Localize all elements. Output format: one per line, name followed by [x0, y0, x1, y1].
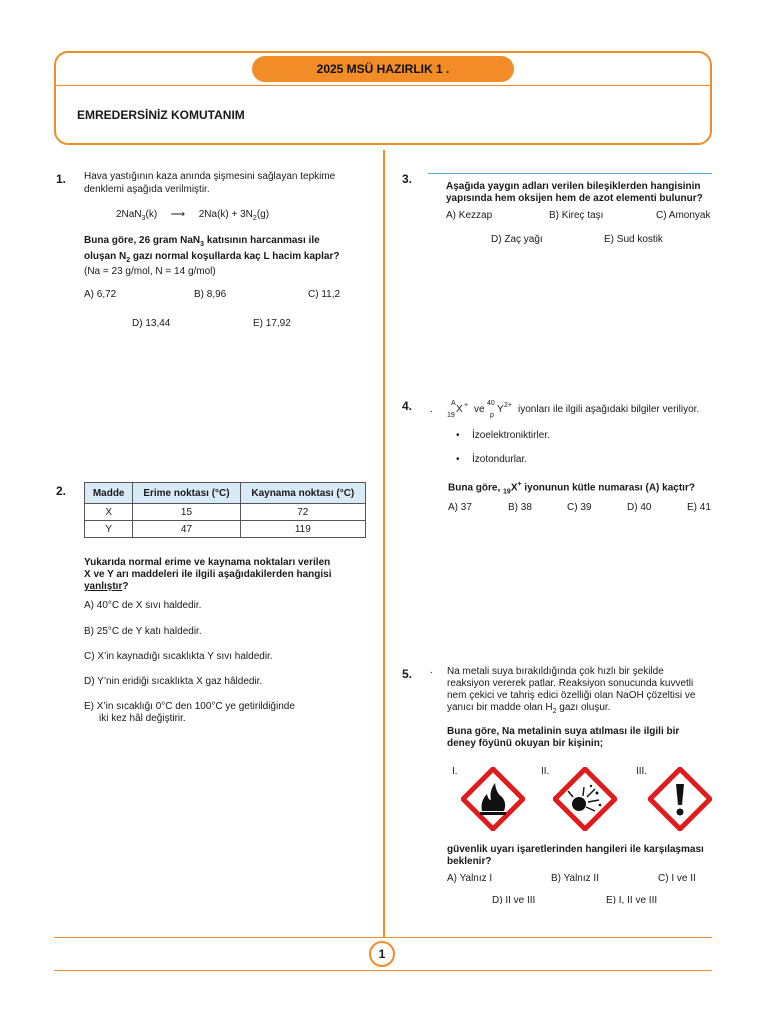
question-1-equation: 2NaN$_3$(k) ⟶ $2Na(k) + 3N_2(g)$ — [116, 209, 270, 222]
ion-x-symbol: X — [456, 404, 463, 415]
table-header-row — [85, 483, 366, 504]
question-1-intro-line1: Hava yastığının kaza anında şişmesini sağlayan tepkime — [84, 171, 336, 182]
question-2-number: 2. — [56, 484, 67, 498]
question-4-dot: . — [430, 404, 433, 415]
footer-rule-bottom — [54, 970, 712, 971]
question-5-option-e[interactable]: E) I, II ve III — [606, 896, 658, 904]
question-1-intro-line2: denklemi aşağıda verilmiştir. — [84, 184, 210, 195]
column-divider — [383, 150, 385, 938]
question-4-option-b[interactable]: B) 38 — [508, 502, 532, 513]
question-2-option-d[interactable]: D) Y’nin eridiği sıcaklıkta X gaz hâldedir. — [84, 676, 263, 687]
question-3-stem-line1: Aşağıda yaygın adları verilen bileşiklerden hangisinin — [446, 181, 701, 192]
question-1-number: 1. — [56, 172, 67, 186]
question-5-intro-line4: yanıcı bir madde olan $H_2$ gazı oluşur. — [447, 702, 611, 715]
table-cell: X — [85, 504, 133, 521]
question-5-dot: . — [430, 665, 433, 676]
sign-label-i: I. — [452, 766, 458, 777]
bullet-icon: • — [456, 454, 460, 465]
question-5-options-row2-clip — [420, 896, 720, 904]
warning-hazard-icon — [648, 767, 712, 831]
question-1-option-a[interactable]: A) 6,72 — [84, 289, 117, 300]
question-1-option-e[interactable]: E) 17,92 — [253, 318, 291, 329]
table-header-cell: Madde — [85, 483, 133, 504]
equation-products: 2Na(k) + 3N — [198, 209, 253, 220]
exam-subtitle: EMREDERSİNİZ KOMUTANIM — [77, 108, 245, 122]
question-3-stem-line2: yapısında hem oksijen hem de azot elementi bulunur? — [446, 193, 703, 204]
bullet-icon: • — [456, 430, 460, 441]
question-5-option-d[interactable]: D) II ve III — [492, 896, 536, 904]
question-1-stem-line2: oluşan $N_2$ gazı normal koşullarda kaç L hacim kaplar? — [84, 251, 340, 264]
question-5-option-c[interactable]: C) I ve II — [658, 873, 696, 884]
question-5-option-a[interactable]: A) Yalnız I — [447, 873, 493, 884]
question-3-rule — [428, 173, 712, 174]
flammable-hazard-icon — [461, 767, 525, 831]
question-2-option-a[interactable]: A) 40°C de X sıvı haldedir. — [84, 600, 202, 611]
equation-reactant: 2NaN — [116, 209, 142, 220]
question-3-number: 3. — [402, 172, 413, 186]
question-4-option-c[interactable]: C) 39 — [567, 502, 592, 513]
question-5-intro-line2: reaksiyon vererek patlar. Reaksiyon sonucunda kuvvetli — [447, 678, 694, 689]
question-5-option-b[interactable]: B) Yalnız II — [551, 873, 599, 884]
melting-boiling-table — [84, 482, 366, 538]
question-3-option-b[interactable]: B) Kireç taşı — [549, 210, 604, 221]
question-2-stem-line1: Yukarıda normal erime ve kaynama noktaları verilen — [84, 557, 331, 568]
question-5-intro-line1: Na metali suya bırakıldığında çok hızlı bir şekilde — [447, 666, 664, 677]
question-1-option-d[interactable]: D) 13,44 — [132, 318, 171, 329]
question-3-option-c[interactable]: C) Amonyak — [656, 210, 711, 221]
question-5-intro-line3: nem çekici ve tahriş edici özelliği olan NaOH çözeltisi ve — [447, 690, 696, 701]
table-cell: 15 — [133, 504, 240, 521]
question-5-stem-line4: beklenir? — [447, 856, 492, 867]
question-4-option-a[interactable]: A) 37 — [448, 502, 472, 513]
question-5-number: 5. — [402, 667, 413, 681]
question-5-stem-line1: Buna göre, Na metalinin suya atılması ile ilgili bir — [447, 726, 680, 737]
question-4-fact-1: İzoelektroniktirler. — [472, 430, 550, 441]
question-4-fact-2: İzotondurlar. — [472, 454, 528, 465]
sign-label-ii: II. — [541, 766, 550, 777]
question-1-option-c[interactable]: C) 11,2 — [308, 289, 341, 300]
question-4-option-d[interactable]: D) 40 — [627, 502, 652, 513]
table-row — [85, 504, 366, 521]
question-2-option-c[interactable]: C) X’in kaynadığı sıcaklıkta Y sıvı haldedir. — [84, 651, 273, 662]
question-4-intro: A 19 X + ve 40 p Y 2+ iyonları ile ilgili aşağıdaki bilgiler veriliyor. — [447, 400, 700, 419]
question-1-given: (Na = 23 g/mol, N = 14 g/mol) — [84, 266, 216, 277]
question-5-stem-line3: güvenlik uyarı işaretlerinden hangileri ile karşılaşması — [447, 844, 704, 855]
table-cell: 72 — [240, 504, 365, 521]
question-1-option-b[interactable]: B) 8,96 — [194, 289, 227, 300]
table-row — [85, 521, 366, 538]
ion-y-symbol: Y — [497, 404, 504, 415]
question-4-number: 4. — [402, 399, 413, 413]
question-3-option-d[interactable]: D) Zaç yağı — [491, 234, 543, 245]
question-5-stem-line2: deney föyünü okuyan bir kişinin; — [447, 738, 604, 749]
table-cell: 47 — [133, 521, 240, 538]
question-2-option-e[interactable]: E) X’in sıcaklığı 0°C den 100°C ye getirildiğinde — [84, 701, 295, 712]
question-3-option-e[interactable]: E) Sud kostik — [604, 234, 663, 245]
header-divider — [56, 85, 712, 86]
question-4-option-e[interactable]: E) 41 — [687, 502, 711, 513]
table-header-cell: Erime noktası (°C) — [133, 483, 240, 504]
question-1-stem-line1: Buna göre, 26 gram NaN$_3$ katısının harcanması ile — [84, 235, 320, 248]
footer-rule-top — [54, 937, 712, 938]
question-2-stem-line2: X ve Y arı maddeleri ile ilgili aşağıdakilerden hangisi — [84, 569, 332, 580]
explosive-hazard-icon — [553, 767, 617, 831]
question-4-stem: Buna göre, $_{19}$X+ iyonunun kütle numarası (A) kaçtır? — [448, 481, 695, 496]
table-cell: 119 — [240, 521, 365, 538]
sign-label-iii: III. — [636, 766, 648, 777]
exam-title: 2025 MSÜ HAZIRLIK 1 . — [252, 56, 514, 82]
question-2-option-b[interactable]: B) 25°C de Y katı haldedir. — [84, 626, 202, 637]
reaction-arrow-icon: ⟶ — [170, 209, 186, 220]
question-2-stem-line3: yanlıştır? — [84, 581, 129, 592]
table-cell: Y — [85, 521, 133, 538]
question-2-option-e-cont: iki kez hâl değiştirir. — [99, 713, 186, 724]
table-header-cell: Kaynama noktası (°C) — [240, 483, 365, 504]
page-number: 1 — [369, 941, 395, 967]
question-3-option-a[interactable]: A) Kezzap — [446, 210, 493, 221]
